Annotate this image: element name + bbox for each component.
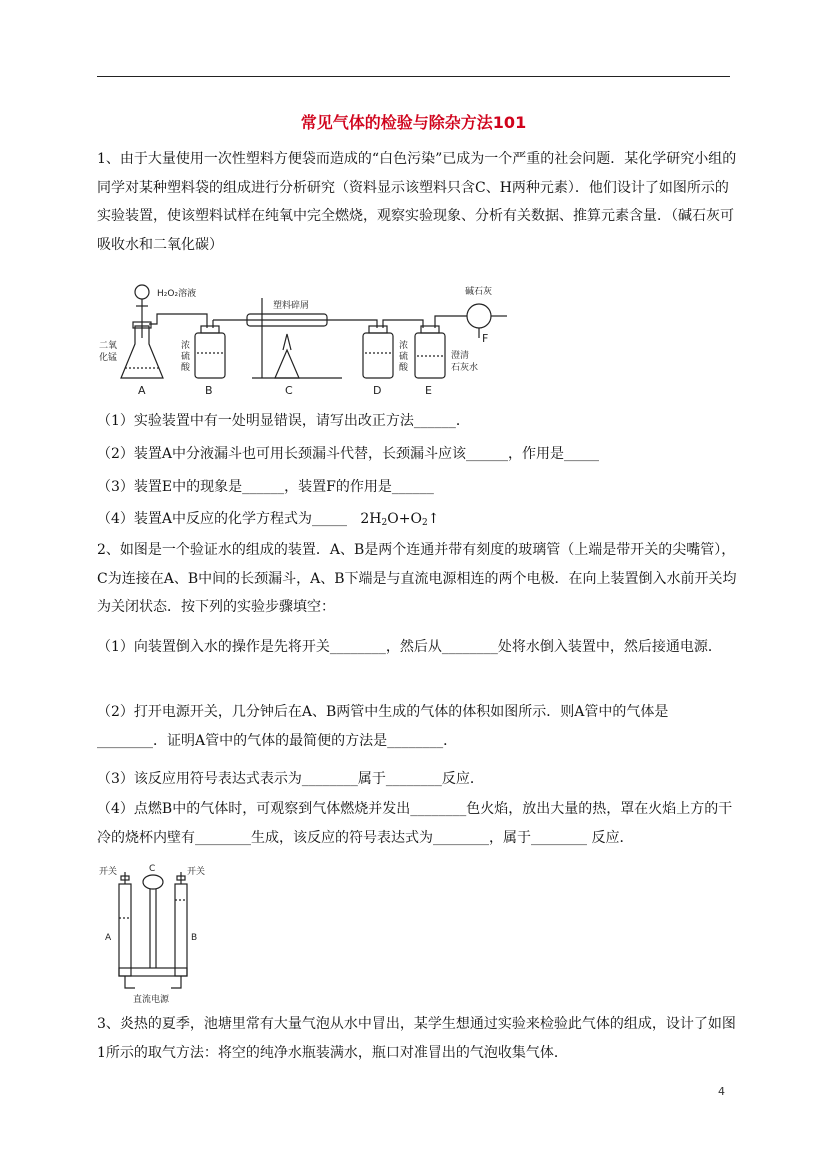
question-1-part-1: （1）实验装置中有一处明显错误，请写出改正方法______． <box>97 413 470 429</box>
question-1-part-4 <box>97 508 439 528</box>
combustion-apparatus-figure <box>97 278 517 398</box>
page-title: 常见气体的检验与除杂方法101 <box>300 113 527 132</box>
equation-sub-1: 2 <box>381 518 388 528</box>
label-d: D <box>373 384 382 397</box>
label-c-funnel: C <box>149 864 156 874</box>
label-switch-left: 开关 <box>99 867 118 877</box>
label-a-tube: A <box>105 933 112 943</box>
equation-2h: 2H <box>360 511 382 527</box>
label-acid-d2: 硫 <box>399 352 409 362</box>
question-1-part-2 <box>97 443 599 463</box>
question-3-stem: 3、炎热的夏季，池塘里常有大量气泡从水中冒出，某学生想通过实验来检验此气体的组成，设计了如图1所示的取气方法：将空的纯净水瓶装满水，瓶口对准冒出的气泡收集气体． <box>97 1016 736 1061</box>
equation-sub-2: 2 <box>421 518 428 528</box>
question-2-part-2: （2）打开电源开关，几分钟后在A、B两管中生成的气体的体积如图所示．则A管中的气体是________．证明A管中的气体的最简便的方法是________． <box>97 704 669 749</box>
label-lime1: 澄清 <box>451 351 470 361</box>
question-1-part-2-text: （2）装置A中分液漏斗也可用长颈漏斗代替，长颈漏斗应该______，作用是 <box>97 446 565 462</box>
question-2-stem: 2、如图是一个验证水的组成的装置．A、B是两个连通并带有刻度的玻璃管（上端是带开关的尖嘴管），C为连接在A、B中间的长颈漏斗，A、B下端是与直流电源相连的两个电极．在向上装置倒入水前开关均为关闭状态．按下列的实验步骤填空： <box>97 542 737 615</box>
question-2-part-3: （3）该反应用符号表达式表示为________属于________反应． <box>97 771 484 787</box>
label-mno2-1: 二氧 <box>99 341 118 351</box>
question-1-stem: 1、由于大量使用一次性塑料方便袋而造成的“白色污染”已成为一个严重的社会问题．某化学研究小组的同学对某种塑料袋的组成进行分析研究（资料显示该塑料只含C、H两种元素）．他们设计了如图所示的实验装置，使该塑料试样在纯氧中完全燃烧，观察实验现象、分析有关数据、推算元素含量．（碱石灰可吸收水和二氧化碳） <box>97 151 737 253</box>
label-plastic: 塑料碎屑 <box>273 301 310 311</box>
label-soda-lime: 碱石灰 <box>465 287 493 297</box>
electrolysis-apparatus-figure <box>97 862 217 1007</box>
label-acid-d1: 浓 <box>399 341 409 351</box>
question-2-part-1: （1）向装置倒入水的操作是先将开关________，然后从________处将水倒入装置中，然后接通电源． <box>97 639 722 655</box>
equation-o-o: O+O <box>387 511 422 527</box>
label-f: F <box>482 332 489 345</box>
question-1-part-3: （3）装置E中的现象是______，装置F的作用是______ <box>97 479 434 495</box>
question-2-part-4: （4）点燃B中的气体时，可观察到气体燃烧并发出________色火焰，放出大量的热，罩在火焰上方的干冷的烧杯内壁有________生成，该反应的符号表达式为________，属于________ 反应． <box>97 801 733 846</box>
question-1-part-4-text: （4）装置A中反应的化学方程式为_____ <box>97 511 348 527</box>
label-h2o2: H₂O₂溶液 <box>157 289 197 299</box>
label-c: C <box>285 384 293 397</box>
label-lime2: 石灰水 <box>451 363 479 373</box>
label-acid-b1: 浓 <box>181 341 191 351</box>
label-power: 直流电源 <box>133 995 170 1005</box>
page-number: 4 <box>718 1085 725 1098</box>
label-b: B <box>205 384 213 397</box>
header-rule <box>97 76 730 77</box>
label-b-tube: B <box>191 933 198 943</box>
label-switch-right: 开关 <box>187 867 206 877</box>
label-acid-d3: 酸 <box>399 363 409 373</box>
label-a: A <box>138 384 146 397</box>
equation-arrow: ↑ <box>427 511 440 527</box>
question-1-part-2-blank: _____ <box>564 446 600 462</box>
label-mno2-2: 化锰 <box>99 353 118 363</box>
label-e: E <box>425 384 432 397</box>
label-acid-b3: 酸 <box>181 363 191 373</box>
label-acid-b2: 硫 <box>181 352 191 362</box>
